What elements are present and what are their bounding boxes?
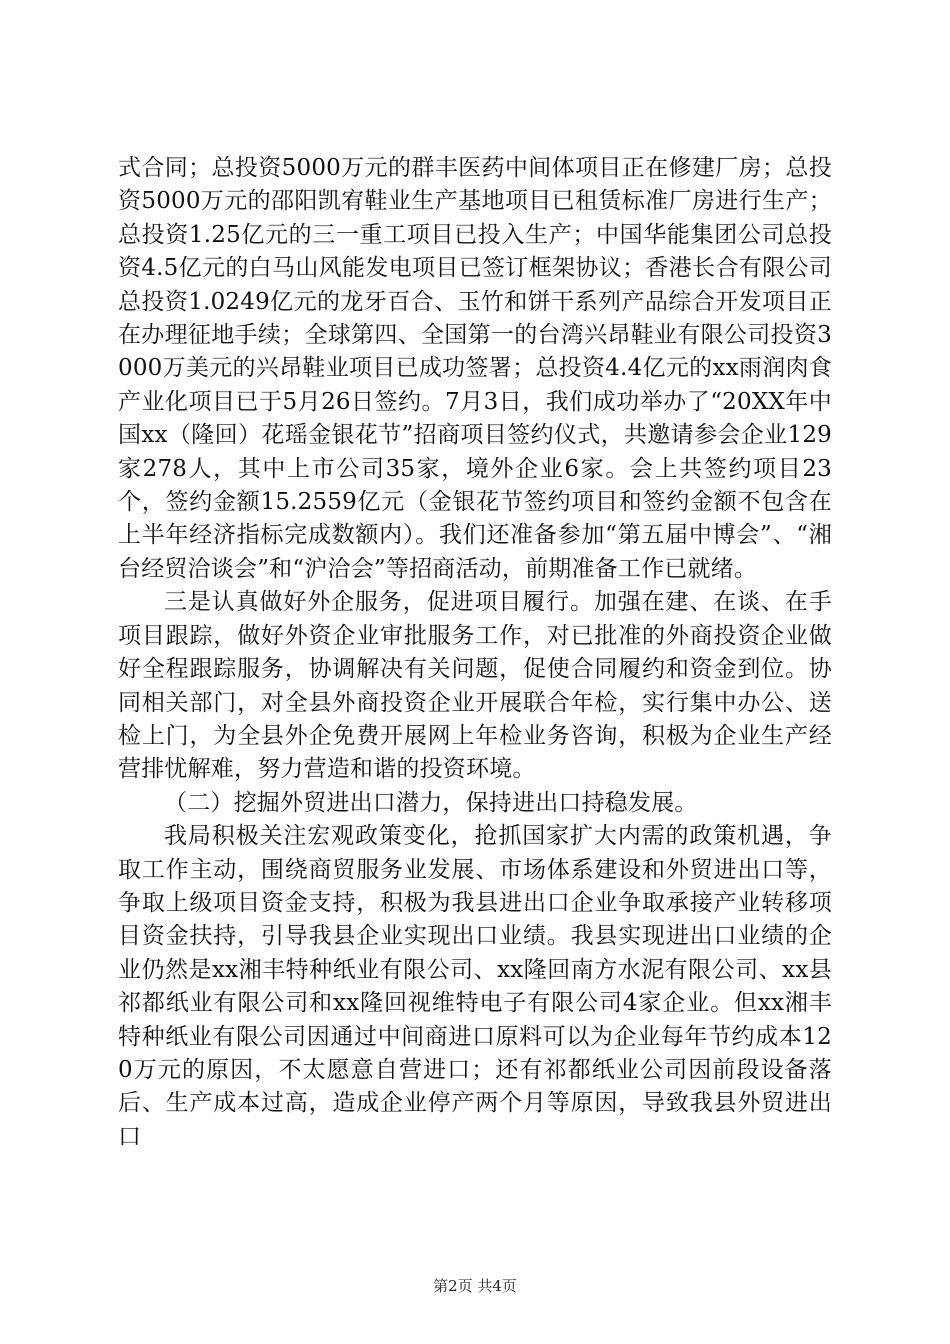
document-body (118, 152, 832, 1154)
paragraph-investment-projects: 式合同；总投资5000万元的群丰医药中间体项目正在修建厂房；总投资5000万元的邵阳凯宥鞋业生产基地项目已租赁标准厂房进行生产；总投资1.25亿元的三一重工项目已投入生产；中国华能集团公司总投资4.5亿元的白马山风能发电项目已签订框架协议；香港长合有限公司总投资1.0249亿元的龙牙百合、玉竹和饼干系列产品综合开发项目正在办理征地手续；全球第四、全国第一的台湾兴昂鞋业有限公司投资3000万美元的兴昂鞋业项目已成功签署；总投资4.4亿元的xx雨润肉食产业化项目已于5月26日签约。7月3日，我们成功举办了“20XX年中国xx（隆回）花瑶金银花节”招商项目签约仪式，共邀请参会企业129家278人，其中上市公司35家，境外企业6家。会上共签约项目23个，签约金额15.2559亿元（金银花节签约项目和签约金额不包含在上半年经济指标完成数额内）。我们还准备参加“第五届中博会”、“湘台经贸洽谈会”和“沪洽会”等招商活动，前期准备工作已就绪。 (118, 155, 832, 582)
paragraph-import-export: 我局积极关注宏观政策变化，抢抓国家扩大内需的政策机遇，争取工作主动，围绕商贸服务业发展、市场体系建设和外贸进出口等，争取上级项目资金支持，积极为我县进出口企业争取承接产业转移项目资金扶持，引导我县企业实现出口业绩。我县实现进出口业绩的企业仍然是xx湘丰特种纸业有限公司、xx隆回南方水泥有限公司、xx县祁都纸业有限公司和xx隆回视维特电子有限公司4家企业。但xx湘丰特种纸业有限公司因通过中间商进口原料可以为企业每年节约成本120万元的原因，不太愿意自营进口；还有祁都纸业公司因前段设备落后、生产成本过高，造成企业停产两个月等原因，导致我县外贸进出口 (118, 823, 832, 1150)
section-heading-foreign-trade: （二）挖掘外贸进出口潜力，保持进出口持稳发展。 (164, 789, 698, 816)
paragraph-foreign-enterprise-service: 三是认真做好外企服务，促进项目履行。加强在建、在谈、在手项目跟踪，做好外资企业审批服务工作，对已批准的外商投资企业做好全程跟踪服务，协调解决有关问题，促使合同履约和资金到位。协同相关部门，对全县外商投资企业开展联合年检，实行集中办公、送检上门，为全县外企免费开展网上年检业务咨询，积极为企业生产经营排忧解难，努力营造和谐的投资环境。 (118, 589, 832, 783)
page-number-footer: 第2页 共4页 (433, 1277, 517, 1295)
